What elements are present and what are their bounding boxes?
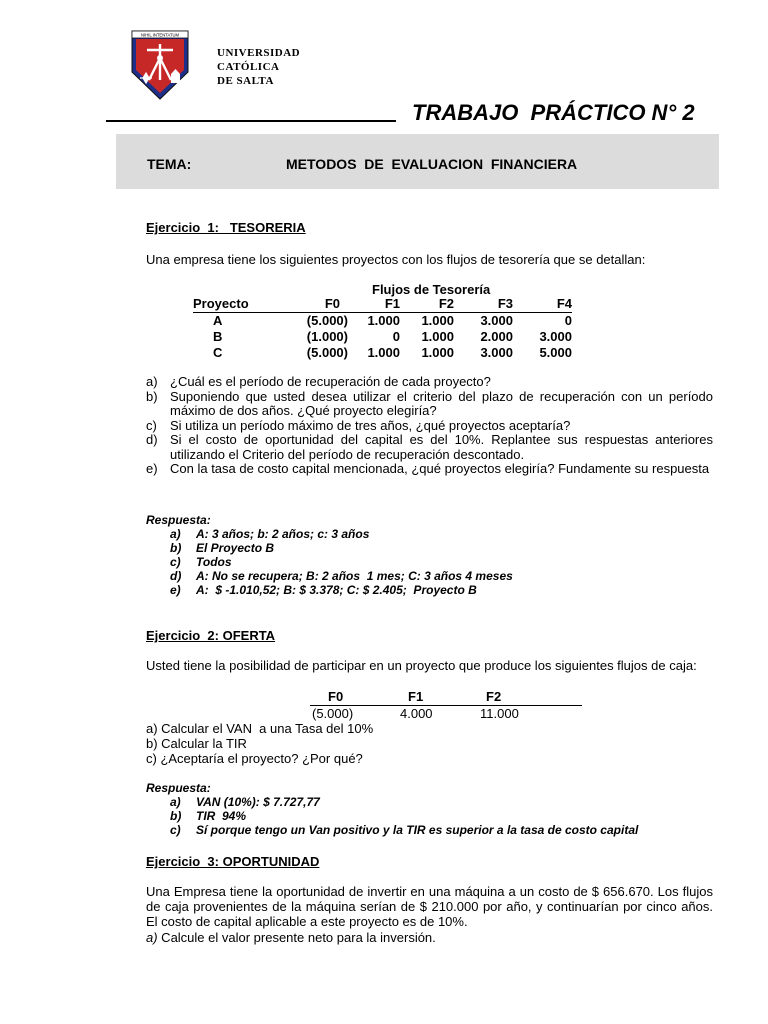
table-cell: 0 bbox=[392, 329, 400, 344]
table-row bbox=[193, 345, 572, 361]
exercise-2-heading: Ejercicio 2: OFERTA bbox=[146, 628, 276, 643]
answer-label: c) bbox=[170, 555, 181, 569]
question-label: d) bbox=[146, 432, 158, 447]
cashflow-table bbox=[193, 296, 572, 361]
table-header-cell: F4 bbox=[556, 296, 572, 311]
table-row bbox=[193, 313, 572, 330]
exercise-2-intro: Usted tiene la posibilidad de participar en un proyecto que produce los siguientes flujos de caja: bbox=[146, 658, 697, 673]
table-cell: 11.000 bbox=[480, 706, 519, 721]
university-line: DE SALTA bbox=[217, 75, 274, 87]
exercise-3-intro: Una Empresa tiene la oportunidad de invertir en una máquina a un costo de $ 656.670. Los flujos de caja provenientes de la máquina serían de $ 210.000 por año, y continuarían por cinco años. El costo de capital aplicable a este proyecto es de 10%. bbox=[146, 884, 713, 929]
exercise-3-heading: Ejercicio 3: OPORTUNIDAD bbox=[146, 854, 320, 869]
title-rule bbox=[106, 120, 396, 122]
exercise-1-answers bbox=[146, 527, 513, 597]
list-item bbox=[146, 823, 638, 837]
question-text: Calcule el valor presente neto para la inversión. bbox=[157, 930, 436, 945]
list-item bbox=[146, 555, 513, 569]
table-cell: 0 bbox=[564, 313, 572, 328]
answer-label: a) bbox=[170, 527, 181, 541]
question-text: a) Calcular el VAN a una Tasa del 10% bbox=[146, 721, 374, 736]
question-label: b) bbox=[146, 388, 158, 404]
answer-label: e) bbox=[170, 583, 181, 597]
answer-label: b) bbox=[170, 809, 182, 823]
answer-text: A: 3 años; b: 2 años; c: 3 años bbox=[196, 527, 370, 541]
exercise-1-heading: Ejercicio 1: TESORERIA bbox=[146, 220, 306, 235]
table-cell: (5.000) bbox=[306, 345, 348, 360]
table-cell: B bbox=[213, 329, 223, 344]
question-label: c) bbox=[146, 417, 157, 433]
page-title: TRABAJO PRÁCTICO N° 2 bbox=[412, 100, 695, 125]
exercise-1-intro: Una empresa tiene los siguientes proyectos con los flujos de tesorería que se detallan: bbox=[146, 252, 646, 267]
question-text: ¿Cuál es el período de recuperación de cada proyecto? bbox=[170, 374, 491, 389]
table-cell: (1.000) bbox=[306, 329, 348, 344]
list-item bbox=[146, 583, 513, 597]
topic-label: TEMA: bbox=[147, 156, 192, 172]
table-header-row bbox=[310, 689, 582, 706]
list-item bbox=[146, 419, 713, 434]
university-line: UNIVERSIDAD bbox=[217, 47, 301, 59]
exercise-1-questions bbox=[146, 374, 724, 477]
table-cell: C bbox=[213, 345, 223, 360]
question-label: a) bbox=[146, 930, 158, 945]
question-label: a) bbox=[146, 374, 158, 389]
cashflow-table-caption: Flujos de Tesorería bbox=[372, 282, 491, 297]
university-line: CATÓLICA bbox=[217, 61, 280, 73]
answer-text: Todos bbox=[196, 555, 232, 569]
table-cell: A bbox=[213, 313, 223, 328]
answer-text: TIR 94% bbox=[196, 809, 247, 823]
table-cell: 1.000 bbox=[421, 313, 454, 328]
table-cell: 5.000 bbox=[539, 345, 572, 360]
list-item bbox=[146, 795, 638, 809]
table-header-cell: F1 bbox=[384, 296, 400, 311]
answer-text: El Proyecto B bbox=[196, 541, 275, 555]
university-crest-logo bbox=[131, 30, 189, 100]
answer-text: VAN (10%): $ 7.727,77 bbox=[196, 795, 320, 809]
table-cell: 4.000 bbox=[400, 706, 433, 721]
answer-text: A: No se recupera; B: 2 años 1 mes; C: 3 años 4 meses bbox=[196, 569, 513, 583]
topic-value: METODOS DE EVALUACION FINANCIERA bbox=[286, 156, 578, 172]
table-cell: 3.000 bbox=[480, 313, 513, 328]
question-text: Si utiliza un período máximo de tres años, ¿qué proyectos aceptaría? bbox=[170, 417, 571, 433]
table-cell: 1.000 bbox=[421, 329, 454, 344]
answer-label: b) bbox=[170, 541, 182, 555]
list-item bbox=[146, 809, 638, 823]
table-row bbox=[193, 329, 572, 345]
table-cell: 1.000 bbox=[367, 313, 400, 328]
exercise-2-questions bbox=[146, 721, 373, 766]
table-cell: 3.000 bbox=[480, 345, 513, 360]
answer-heading: Respuesta: bbox=[146, 513, 211, 527]
list-item bbox=[146, 541, 513, 555]
table-header-cell: F3 bbox=[497, 296, 513, 311]
list-item bbox=[146, 527, 513, 541]
answer-label: d) bbox=[170, 569, 182, 583]
table-header-row bbox=[193, 296, 572, 313]
list-item bbox=[146, 375, 713, 390]
answer-label: c) bbox=[170, 823, 181, 837]
answer-label: a) bbox=[170, 795, 181, 809]
question-text: c) ¿Aceptaría el proyecto? ¿Por qué? bbox=[146, 751, 363, 766]
table-cell: 1.000 bbox=[421, 345, 454, 360]
university-name bbox=[217, 46, 300, 88]
exercise-2-answers bbox=[146, 795, 638, 837]
list-item bbox=[146, 390, 713, 419]
table-row bbox=[310, 706, 582, 723]
answer-text: Sí porque tengo un Van positivo y la TIR es superior a la tasa de costo capital bbox=[196, 823, 639, 837]
table-header-cell: F2 bbox=[486, 689, 502, 704]
question-text: b) Calcular la TIR bbox=[146, 736, 247, 751]
table-cell: (5.000) bbox=[306, 313, 348, 328]
list-item bbox=[146, 569, 513, 583]
answer-text: A: $ -1.010,52; B: $ 3.378; C: $ 2.405; Proyecto B bbox=[196, 583, 477, 597]
exercise-3-question bbox=[146, 930, 436, 945]
table-header-cell: F0 bbox=[328, 689, 344, 704]
table-header-cell: F0 bbox=[324, 296, 340, 311]
table-header-cell: Proyecto bbox=[193, 296, 249, 311]
list-item bbox=[146, 432, 724, 462]
table-header-cell: F1 bbox=[408, 689, 424, 704]
question-label: e) bbox=[146, 461, 158, 476]
table-cell: 3.000 bbox=[539, 329, 572, 344]
question-text: Suponiendo que usted desea utilizar el criterio del plazo de recuperación con un período máximo de dos años. ¿Qué proyecto elegiría? bbox=[170, 388, 713, 418]
table-cell: (5.000) bbox=[312, 706, 354, 721]
flows-table bbox=[310, 689, 582, 722]
answer-heading: Respuesta: bbox=[146, 781, 211, 795]
crest-motto: NIHIL INTENTATUM bbox=[140, 32, 180, 38]
list-item bbox=[146, 462, 713, 477]
table-header-cell: F2 bbox=[438, 296, 454, 311]
table-cell: 1.000 bbox=[367, 345, 400, 360]
question-text: Con la tasa de costo capital mencionada, ¿qué proyectos elegiría? Fundamente su respuesta bbox=[170, 461, 710, 476]
table-cell: 2.000 bbox=[480, 329, 513, 344]
question-text: Si el costo de oportunidad del capital es del 10%. Replantee sus respuestas anteriores utilizando el Criterio del período de recuperación descontado. bbox=[170, 432, 724, 462]
